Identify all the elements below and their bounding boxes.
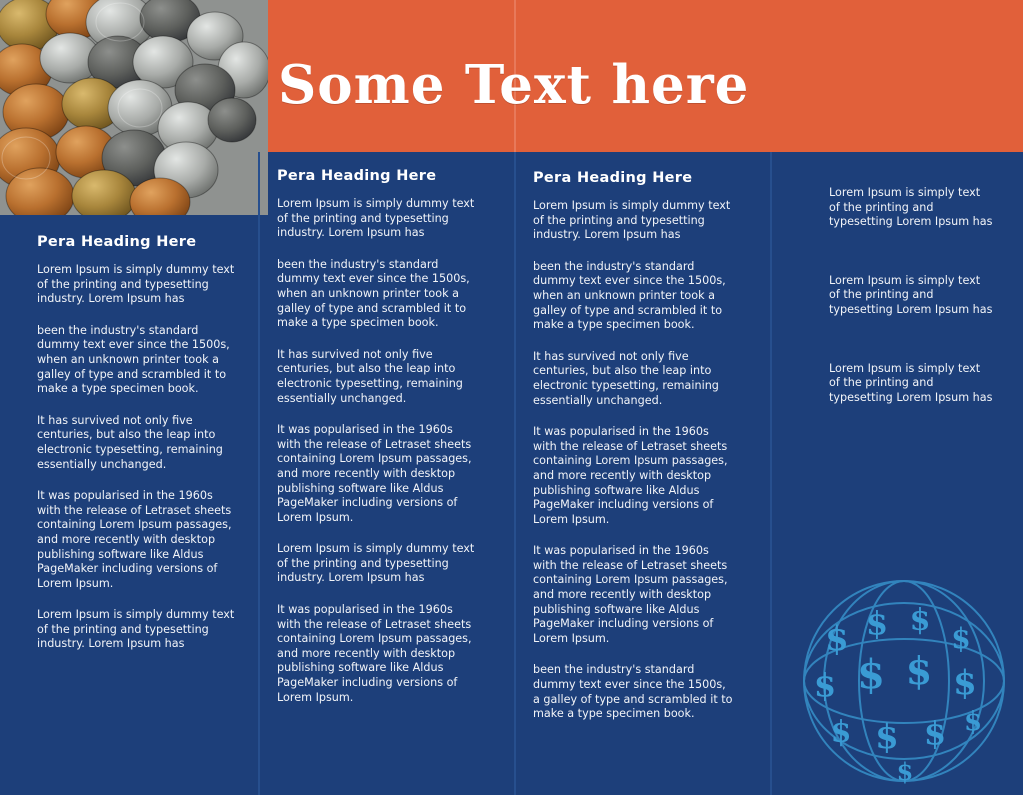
column-1-paragraph: It was popularised in the 1960s with the release of Letraset sheets containing Lorem Ipsum passages, and more recently with desktop publishing software like Aldus PageMaker including versions of Lorem Ipsum. — [37, 489, 232, 590]
svg-text:$: $ — [875, 717, 899, 757]
column-2-paragraph: Lorem Ipsum is simply dummy text of the printing and typesetting industry. Lorem Ipsum has — [277, 197, 475, 240]
column-3-paragraph: Lorem Ipsum is simply dummy text of the printing and typesetting industry. Lorem Ipsum has — [533, 199, 731, 242]
column-1-paragraph: It has survived not only five centuries, but also the leap into electronic typesetting, remaining essentially unchanged. — [37, 413, 223, 471]
svg-text:$: $ — [951, 622, 971, 655]
svg-text:$: $ — [857, 651, 885, 698]
dollar-globe-icon — [795, 572, 1013, 790]
column-1-paragraph: Lorem Ipsum is simply dummy text of the printing and typesetting industry. Lorem Ipsum has — [37, 263, 235, 306]
column-3-paragraph: been the industry's standard dummy text ever since the 1500s, a galley of type and scrambled it to make a type specimen book. — [533, 663, 733, 721]
column-divider-2 — [514, 152, 516, 795]
text-column-3 — [533, 170, 733, 722]
column-1-heading: Pera Heading Here — [37, 234, 197, 250]
column-2-paragraph: It was popularised in the 1960s with the release of Letraset sheets containing Lorem Ipsum passages, and more recently with desktop publishing software like Aldus PageMaker including versions of Lorem Ipsum. — [277, 603, 472, 704]
column-3-paragraph: been the industry's standard dummy text ever since the 1500s, when an unknown printer took a galley of type and scrambled it to make a type specimen book. — [533, 259, 726, 332]
svg-text:$: $ — [813, 666, 837, 704]
svg-text:$: $ — [825, 619, 849, 659]
text-column-1 — [37, 234, 237, 652]
coins-photo-graphic — [0, 0, 268, 215]
column-3-paragraph: It has survived not only five centuries, but also the leap into electronic typesetting, remaining essentially unchanged. — [533, 349, 719, 407]
svg-text:$: $ — [865, 604, 889, 642]
column-2-heading: Pera Heading Here — [277, 168, 437, 184]
svg-text:$: $ — [896, 757, 914, 786]
svg-text:$: $ — [909, 603, 931, 638]
column-2-paragraph: been the industry's standard dummy text ever since the 1500s, when an unknown printer took a galley of type and scrambled it to make a type specimen book. — [277, 257, 470, 330]
column-3-paragraph: It was popularised in the 1960s with the release of Letraset sheets containing Lorem Ipsum passages, and more recently with desktop publishing software like Aldus PageMaker including versions of Lorem Ipsum. — [533, 425, 728, 526]
column-2-paragraph: It has survived not only five centuries, but also the leap into electronic typesetting, remaining essentially unchanged. — [277, 347, 463, 405]
svg-text:$: $ — [830, 715, 852, 750]
column-4-paragraph: Lorem Ipsum is simply text of the printing and typesetting Lorem Ipsum has — [829, 186, 993, 229]
column-divider-3 — [770, 152, 772, 795]
page-title: Some Text here — [278, 54, 750, 116]
svg-text:$: $ — [923, 714, 947, 752]
column-3-heading: Pera Heading Here — [533, 170, 693, 186]
column-3-paragraph: It was popularised in the 1960s with the release of Letraset sheets containing Lorem Ipsum passages, and more recently with desktop publishing software like Aldus PageMaker including versions of Lorem Ipsum. — [533, 544, 728, 645]
svg-text:$: $ — [905, 648, 933, 693]
coins-photo — [0, 0, 268, 215]
text-column-2 — [277, 168, 477, 705]
column-4-paragraph: Lorem Ipsum is simply text of the printing and typesetting Lorem Ipsum has — [829, 361, 993, 404]
column-4-paragraph: Lorem Ipsum is simply text of the printing and typesetting Lorem Ipsum has — [829, 273, 993, 316]
column-divider-1 — [258, 152, 260, 795]
column-1-paragraph: Lorem Ipsum is simply dummy text of the printing and typesetting industry. Lorem Ipsum has — [37, 608, 235, 651]
text-column-4 — [829, 186, 994, 449]
column-2-paragraph: It was popularised in the 1960s with the release of Letraset sheets containing Lorem Ipsum passages, and more recently with desktop publishing software like Aldus PageMaker including versions of Lorem Ipsum. — [277, 423, 472, 524]
svg-text:$: $ — [963, 707, 983, 737]
column-2-paragraph: Lorem Ipsum is simply dummy text of the printing and typesetting industry. Lorem Ipsum has — [277, 542, 475, 585]
column-1-paragraph: been the industry's standard dummy text ever since the 1500s, when an unknown printer took a galley of type and scrambled it to make a type specimen book. — [37, 323, 230, 396]
svg-text:$: $ — [953, 663, 977, 703]
